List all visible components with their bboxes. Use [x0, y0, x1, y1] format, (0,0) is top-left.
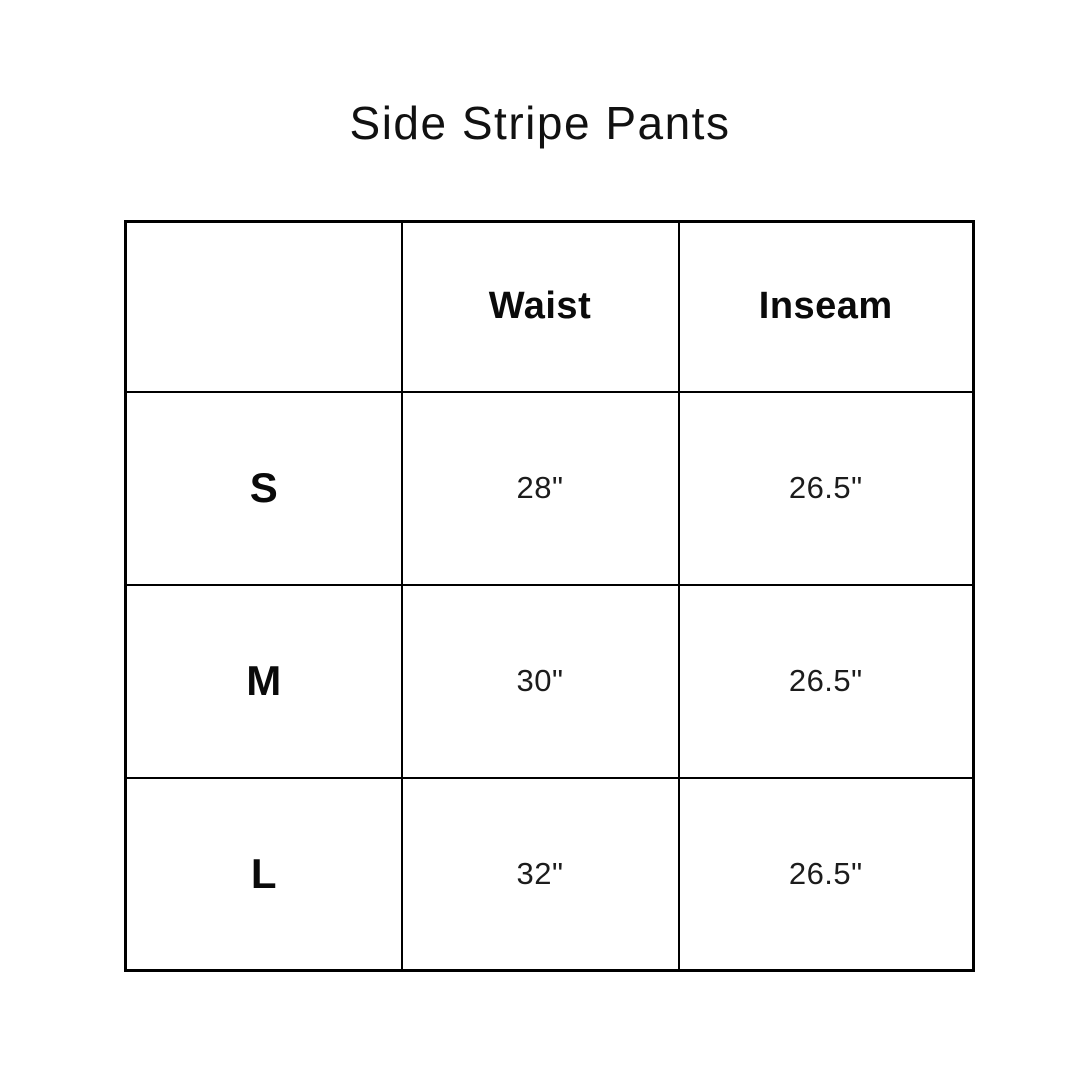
- inseam-value-m: 26.5": [679, 585, 974, 778]
- table-row-large: [126, 778, 974, 971]
- size-label-s: S: [126, 392, 402, 585]
- chart-title: Side Stripe Pants: [349, 97, 731, 149]
- table-row-medium: [126, 585, 974, 778]
- header-row: [126, 222, 974, 392]
- header-corner-cell: [126, 222, 402, 392]
- waist-value-s: 28": [402, 392, 679, 585]
- header-waist: Waist: [402, 222, 679, 392]
- inseam-value-s: 26.5": [679, 392, 974, 585]
- size-chart-table: [124, 220, 975, 972]
- header-inseam: Inseam: [679, 222, 974, 392]
- size-label-m: M: [126, 585, 402, 778]
- size-label-l: L: [126, 778, 402, 971]
- table-row-small: [126, 392, 974, 585]
- inseam-value-l: 26.5": [679, 778, 974, 971]
- waist-value-m: 30": [402, 585, 679, 778]
- waist-value-l: 32": [402, 778, 679, 971]
